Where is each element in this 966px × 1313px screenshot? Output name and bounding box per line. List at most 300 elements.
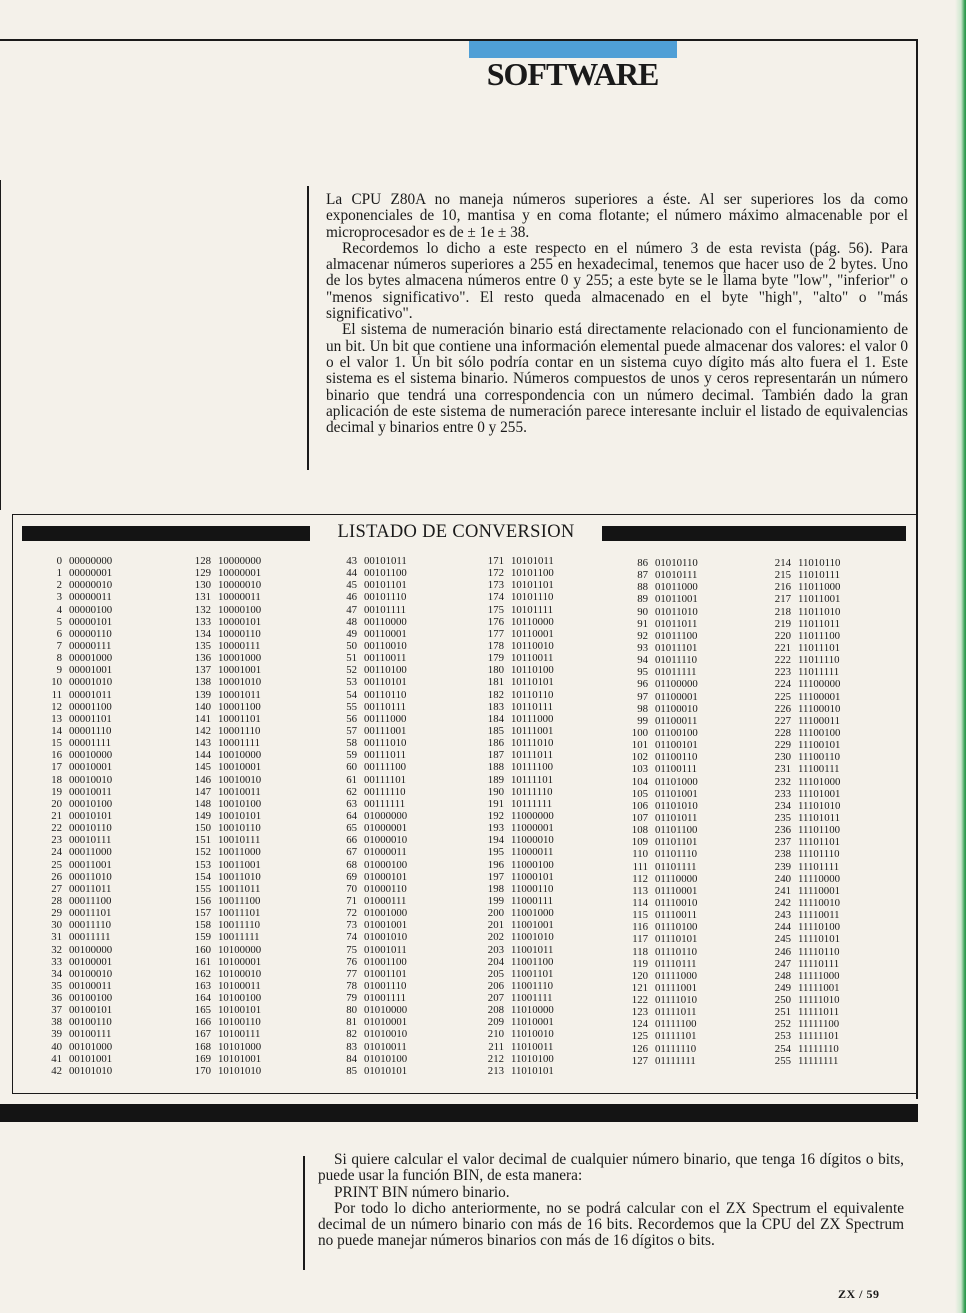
conversion-row [482, 664, 554, 676]
binary-value: 10101110 [511, 591, 554, 604]
binary-value: 10110100 [511, 664, 554, 677]
decimal-value: 175 [487, 603, 504, 616]
binary-value: 10000001 [218, 567, 262, 580]
binary-value: 01110110 [655, 945, 697, 958]
conversion-row [40, 774, 112, 786]
binary-value: 10101000 [218, 1040, 262, 1053]
binary-value: 00100110 [69, 1016, 112, 1029]
conversion-row [482, 944, 554, 956]
decimal-value: 253 [774, 1030, 791, 1043]
binary-value: 10010101 [218, 809, 262, 822]
binary-value: 11100100 [798, 726, 841, 739]
decimal-value: 213 [487, 1064, 504, 1077]
decimal-value: 203 [487, 943, 504, 956]
decimal-value: 142 [194, 724, 211, 737]
binary-value: 11001010 [511, 931, 554, 944]
binary-value: 11100000 [798, 678, 841, 691]
conversion-row [626, 958, 698, 970]
decimal-value: 73 [346, 919, 357, 932]
binary-value: 00000110 [69, 627, 112, 640]
decimal-value: 166 [194, 1016, 211, 1029]
conversion-row [482, 567, 554, 579]
decimal-value: 202 [487, 931, 504, 944]
binary-value: 01100010 [655, 702, 698, 715]
binary-value: 11001100 [511, 955, 554, 968]
binary-value: 10111110 [511, 785, 553, 798]
decimal-value: 196 [487, 858, 504, 871]
conversion-row [626, 666, 698, 678]
decimal-value: 70 [346, 882, 357, 895]
decimal-value: 14 [51, 724, 62, 737]
conversion-row [335, 798, 407, 810]
decimal-value: 115 [632, 909, 648, 922]
left-margin-rule [0, 180, 1, 510]
conversion-row [189, 737, 261, 749]
conversion-row [189, 1053, 261, 1065]
binary-value: 01001001 [364, 919, 408, 932]
decimal-value: 212 [487, 1052, 504, 1065]
binary-value: 01110100 [655, 921, 698, 934]
decimal-value: 158 [194, 919, 211, 932]
conversion-row [482, 652, 554, 664]
binary-value: 00101100 [364, 567, 407, 580]
binary-value: 00010101 [69, 809, 113, 822]
conversion-row [482, 761, 554, 773]
binary-value: 01000000 [364, 809, 408, 822]
decimal-value: 96 [637, 678, 648, 691]
binary-value: 11010100 [511, 1052, 554, 1065]
decimal-value: 147 [194, 785, 211, 798]
conversion-row [189, 980, 261, 992]
binary-value: 00011001 [69, 858, 112, 871]
conversion-row [769, 982, 840, 994]
decimal-value: 180 [487, 664, 504, 677]
binary-value: 10010010 [218, 773, 262, 786]
conversion-row [40, 1004, 112, 1016]
binary-value: 11111110 [798, 1042, 839, 1055]
conversion-row [769, 581, 840, 593]
binary-value: 01010000 [364, 1004, 408, 1017]
binary-value: 10001100 [218, 700, 261, 713]
conversion-row [626, 691, 698, 703]
binary-value: 00000001 [69, 567, 113, 580]
binary-value: 10101010 [218, 1064, 262, 1077]
conversion-row [335, 1065, 407, 1077]
decimal-value: 87 [637, 569, 648, 582]
binary-value: 01101110 [655, 848, 697, 861]
binary-value: 01100000 [655, 678, 698, 691]
binary-value: 10111001 [511, 724, 554, 737]
decimal-value: 190 [487, 785, 504, 798]
binary-value: 01011110 [655, 654, 697, 667]
conversion-row [769, 569, 840, 581]
binary-value: 11101000 [798, 775, 841, 788]
conversion-row [189, 1065, 261, 1077]
conversion-row [482, 919, 554, 931]
binary-value: 00010011 [69, 785, 112, 798]
conversion-row [626, 1043, 698, 1055]
binary-value: 01000100 [364, 858, 408, 871]
binary-value: 00010010 [69, 773, 113, 786]
binary-value: 00110010 [364, 639, 407, 652]
binary-value: 00011000 [69, 846, 112, 859]
binary-value: 10000100 [218, 603, 262, 616]
decimal-value: 4 [56, 603, 62, 616]
binary-value: 00001110 [69, 724, 112, 737]
conversion-row [769, 642, 840, 654]
decimal-value: 53 [346, 676, 357, 689]
binary-value: 00001111 [69, 737, 111, 750]
decimal-value: 144 [194, 749, 211, 762]
binary-value: 00100000 [69, 943, 113, 956]
conversion-row [769, 946, 840, 958]
decimal-value: 46 [346, 591, 357, 604]
conversion-row [189, 749, 261, 761]
binary-value: 01101010 [655, 799, 698, 812]
decimal-value: 91 [637, 617, 648, 630]
binary-value: 11001110 [511, 979, 553, 992]
conversion-row [335, 774, 407, 786]
conversion-row [40, 1053, 112, 1065]
decimal-value: 209 [487, 1016, 504, 1029]
conversion-row [626, 788, 698, 800]
binary-value: 11101001 [798, 787, 841, 800]
conversion-row [189, 992, 261, 1004]
decimal-value: 170 [194, 1064, 211, 1077]
outro-paragraph: Por todo lo dicho anteriormente, no se podrá calcular con el ZX Spectrum el equivalente decimal de un número binario con más de 16 bits. Recordemos que la CPU del ZX Spectrum no puede manejar números binarios con más de 16 dígitos o bits. [318, 1199, 904, 1250]
conversion-row [769, 897, 840, 909]
binary-value: 10100011 [218, 979, 261, 992]
decimal-value: 184 [487, 712, 504, 725]
binary-value: 11101101 [798, 836, 840, 849]
conversion-row [769, 678, 840, 690]
decimal-value: 52 [346, 664, 357, 677]
decimal-value: 162 [194, 967, 211, 980]
binary-value: 00001100 [69, 700, 112, 713]
conversion-row [626, 946, 698, 958]
conversion-row [626, 593, 698, 605]
decimal-value: 68 [346, 858, 357, 871]
conversion-row [335, 749, 407, 761]
decimal-value: 33 [51, 955, 62, 968]
binary-value: 11110001 [798, 884, 840, 897]
binary-value: 10001000 [218, 652, 262, 665]
binary-value: 10100111 [218, 1028, 261, 1041]
conversion-row [40, 604, 112, 616]
conversion-row [769, 921, 840, 933]
binary-value: 10001111 [218, 737, 260, 750]
binary-value: 11111001 [798, 981, 840, 994]
decimal-value: 226 [774, 702, 791, 715]
decimal-value: 7 [56, 639, 62, 652]
binary-value: 11110011 [798, 909, 840, 922]
binary-value: 01111101 [655, 1030, 697, 1043]
decimal-value: 197 [487, 870, 504, 883]
decimal-value: 143 [194, 737, 211, 750]
conversion-row [335, 676, 407, 688]
binary-value: 00110100 [364, 664, 407, 677]
conversion-row [769, 861, 840, 873]
conversion-row [626, 557, 698, 569]
decimal-value: 168 [194, 1040, 211, 1053]
conversion-row [335, 919, 407, 931]
conversion-row [189, 652, 261, 664]
conversion-row [335, 616, 407, 628]
decimal-value: 159 [194, 931, 211, 944]
conversion-row [769, 691, 840, 703]
binary-value: 10100110 [218, 1016, 261, 1029]
outro-code-line: PRINT BIN número binario. [334, 1183, 510, 1201]
conversion-row [482, 846, 554, 858]
conversion-row [626, 824, 698, 836]
decimal-value: 43 [346, 555, 357, 567]
binary-value: 00011111 [69, 931, 111, 944]
binary-value: 10000010 [218, 579, 262, 592]
binary-value: 01100011 [655, 714, 698, 727]
binary-value: 11111101 [798, 1030, 840, 1043]
decimal-value: 41 [51, 1052, 62, 1065]
decimal-value: 244 [774, 921, 791, 934]
decimal-value: 48 [346, 615, 357, 628]
decimal-value: 249 [774, 981, 791, 994]
conversion-row [626, 715, 698, 727]
decimal-value: 126 [631, 1042, 648, 1055]
binary-value: 00111101 [364, 773, 406, 786]
conversion-row [769, 751, 840, 763]
binary-value: 01100100 [655, 726, 698, 739]
conversion-row [482, 895, 554, 907]
decimal-value: 204 [487, 955, 504, 968]
conversion-column [769, 557, 840, 1067]
intro-paragraph: La CPU Z80A no maneja números superiores a éste. Al ser superiores los da como exponenciales de 10, mantisa y en coma flotante; el número máximo almacenable por el microprocesador es de ± 1e ± 38. [326, 191, 908, 241]
decimal-value: 200 [487, 907, 504, 920]
decimal-value: 251 [774, 1006, 791, 1019]
binary-value: 10001110 [218, 724, 261, 737]
conversion-row [626, 703, 698, 715]
conversion-row [626, 654, 698, 666]
decimal-value: 92 [637, 629, 648, 642]
conversion-row [482, 1065, 554, 1077]
conversion-row [189, 1041, 261, 1053]
conversion-row [626, 921, 698, 933]
conversion-row [335, 944, 407, 956]
binary-value: 10011110 [218, 919, 260, 932]
decimal-value: 28 [51, 894, 62, 907]
binary-value: 11011010 [798, 605, 841, 618]
decimal-value: 114 [632, 896, 648, 909]
conversion-row [626, 1006, 698, 1018]
decimal-value: 235 [774, 811, 791, 824]
binary-value: 00001011 [69, 688, 112, 701]
intro-text [326, 192, 908, 436]
binary-value: 11011111 [798, 666, 840, 679]
decimal-value: 183 [487, 700, 504, 713]
binary-value: 00001000 [69, 652, 113, 665]
conversion-row [189, 701, 261, 713]
decimal-value: 102 [631, 751, 648, 764]
decimal-value: 86 [637, 557, 648, 569]
conversion-column [482, 555, 554, 1077]
conversion-row [482, 834, 554, 846]
decimal-value: 80 [346, 1004, 357, 1017]
decimal-value: 18 [51, 773, 62, 786]
binary-value: 11001000 [511, 907, 554, 920]
decimal-value: 167 [194, 1028, 211, 1041]
binary-value: 10010000 [218, 749, 262, 762]
conversion-row [482, 1053, 554, 1065]
decimal-value: 88 [637, 581, 648, 594]
conversion-row [335, 689, 407, 701]
binary-value: 00111010 [364, 737, 407, 750]
decimal-value: 127 [631, 1054, 648, 1067]
section-title: SOFTWARE [486, 56, 659, 92]
binary-value: 11011011 [798, 617, 840, 630]
conversion-row [482, 786, 554, 798]
conversion-row [769, 885, 840, 897]
binary-value: 11000000 [511, 809, 554, 822]
conversion-row [40, 786, 112, 798]
decimal-value: 93 [637, 641, 648, 654]
binary-value: 00101010 [69, 1064, 113, 1077]
decimal-value: 72 [346, 907, 357, 920]
decimal-value: 138 [194, 676, 211, 689]
binary-value: 00110110 [364, 688, 407, 701]
conversion-row [40, 579, 112, 591]
conversion-row [40, 555, 112, 567]
decimal-value: 176 [487, 615, 504, 628]
decimal-value: 103 [631, 763, 648, 776]
intro-paragraph: Recordemos lo dicho a este respecto en el número 3 de esta revista (pág. 56). Para almacenar números superiores a 255 en hexadecimal, tenemos que hacer uso de 2 bytes. Uno de los bytes almacena números entre 0 y 255; a este byte se le llama byte "low", "inferior" o "menos significativo". El resto queda almacenado en el byte "high", "alto" o "más significativo". [326, 239, 908, 323]
binary-value: 01010001 [364, 1016, 408, 1029]
decimal-value: 225 [774, 690, 791, 703]
conversion-row [482, 871, 554, 883]
decimal-value: 0 [56, 555, 62, 567]
decimal-value: 16 [51, 749, 62, 762]
binary-value: 00100101 [69, 1004, 113, 1017]
column-bar [307, 186, 309, 470]
binary-value: 00101110 [364, 591, 407, 604]
decimal-value: 82 [346, 1028, 357, 1041]
decimal-value: 51 [346, 652, 357, 665]
binary-value: 11000100 [511, 858, 554, 871]
conversion-row [335, 1016, 407, 1028]
outro-paragraph: Si quiere calcular el valor decimal de cualquier número binario, que tenga 16 dígitos o bits, puede usar la función BIN, de esta manera: [318, 1151, 904, 1185]
binary-value: 01110111 [655, 957, 697, 970]
decimal-value: 146 [194, 773, 211, 786]
conversion-row [769, 873, 840, 885]
binary-value: 01101001 [655, 787, 698, 800]
binary-value: 01111100 [655, 1018, 697, 1031]
conversion-column [189, 555, 261, 1077]
outro-text [318, 1152, 904, 1250]
decimal-value: 220 [774, 629, 791, 642]
decimal-value: 248 [774, 969, 791, 982]
binary-value: 10101111 [511, 603, 553, 616]
binary-value: 10100010 [218, 967, 262, 980]
binary-value: 11001101 [511, 967, 554, 980]
conversion-row [482, 1041, 554, 1053]
binary-value: 11101111 [798, 860, 840, 873]
conversion-table-title: LISTADO DE CONVERSION [337, 522, 575, 542]
conversion-row [769, 970, 840, 982]
conversion-row [482, 907, 554, 919]
decimal-value: 3 [56, 591, 62, 604]
decimal-value: 205 [487, 967, 504, 980]
decimal-value: 11 [51, 688, 62, 701]
page-number: ZX / 59 [838, 1287, 880, 1301]
binary-value: 10011111 [218, 931, 260, 944]
decimal-value: 67 [346, 846, 357, 859]
binary-value: 01100101 [655, 739, 698, 752]
decimal-value: 5 [56, 615, 62, 628]
decimal-value: 239 [774, 860, 791, 873]
conversion-row [626, 1055, 698, 1067]
binary-value: 00000011 [69, 591, 112, 604]
binary-value: 01101111 [655, 860, 697, 873]
decimal-value: 145 [194, 761, 211, 774]
binary-value: 11011110 [798, 654, 840, 667]
binary-value: 10110101 [511, 676, 554, 689]
decimal-value: 110 [632, 848, 648, 861]
binary-value: 01010101 [364, 1064, 408, 1077]
binary-value: 11111111 [798, 1054, 839, 1067]
conversion-row [189, 1028, 261, 1040]
conversion-row [40, 628, 112, 640]
conversion-row [626, 569, 698, 581]
binary-value: 11000001 [511, 822, 554, 835]
binary-value: 00010110 [69, 822, 112, 835]
decimal-value: 31 [51, 931, 62, 944]
decimal-value: 79 [346, 992, 357, 1005]
binary-value: 00110011 [364, 652, 407, 665]
decimal-value: 84 [346, 1052, 357, 1065]
decimal-value: 119 [632, 957, 648, 970]
decimal-value: 254 [774, 1042, 791, 1055]
decimal-value: 187 [487, 749, 504, 762]
decimal-value: 161 [194, 955, 211, 968]
conversion-row [40, 713, 112, 725]
binary-value: 01011010 [655, 605, 698, 618]
conversion-row [335, 1041, 407, 1053]
conversion-row [189, 786, 261, 798]
binary-value: 00101000 [69, 1040, 113, 1053]
decimal-value: 121 [631, 981, 648, 994]
decimal-value: 44 [346, 567, 357, 580]
conversion-row [40, 919, 112, 931]
conversion-row [335, 822, 407, 834]
binary-value: 11100001 [798, 690, 841, 703]
conversion-row [482, 1004, 554, 1016]
decimal-value: 12 [51, 700, 62, 713]
conversion-row [189, 579, 261, 591]
conversion-row [769, 812, 840, 824]
binary-value: 10110010 [511, 639, 554, 652]
decimal-value: 148 [194, 797, 211, 810]
top-rule [0, 39, 918, 41]
binary-value: 11110101 [798, 933, 840, 946]
binary-value: 01111010 [655, 994, 697, 1007]
binary-value: 11010000 [511, 1004, 554, 1017]
decimal-value: 65 [346, 822, 357, 835]
decimal-value: 178 [487, 639, 504, 652]
binary-value: 01001111 [364, 992, 406, 1005]
decimal-value: 125 [631, 1030, 648, 1043]
binary-value: 10011011 [218, 882, 261, 895]
binary-value: 10110001 [511, 627, 554, 640]
decimal-value: 219 [774, 617, 791, 630]
binary-value: 01011111 [655, 666, 697, 679]
binary-value: 00000000 [69, 555, 113, 567]
